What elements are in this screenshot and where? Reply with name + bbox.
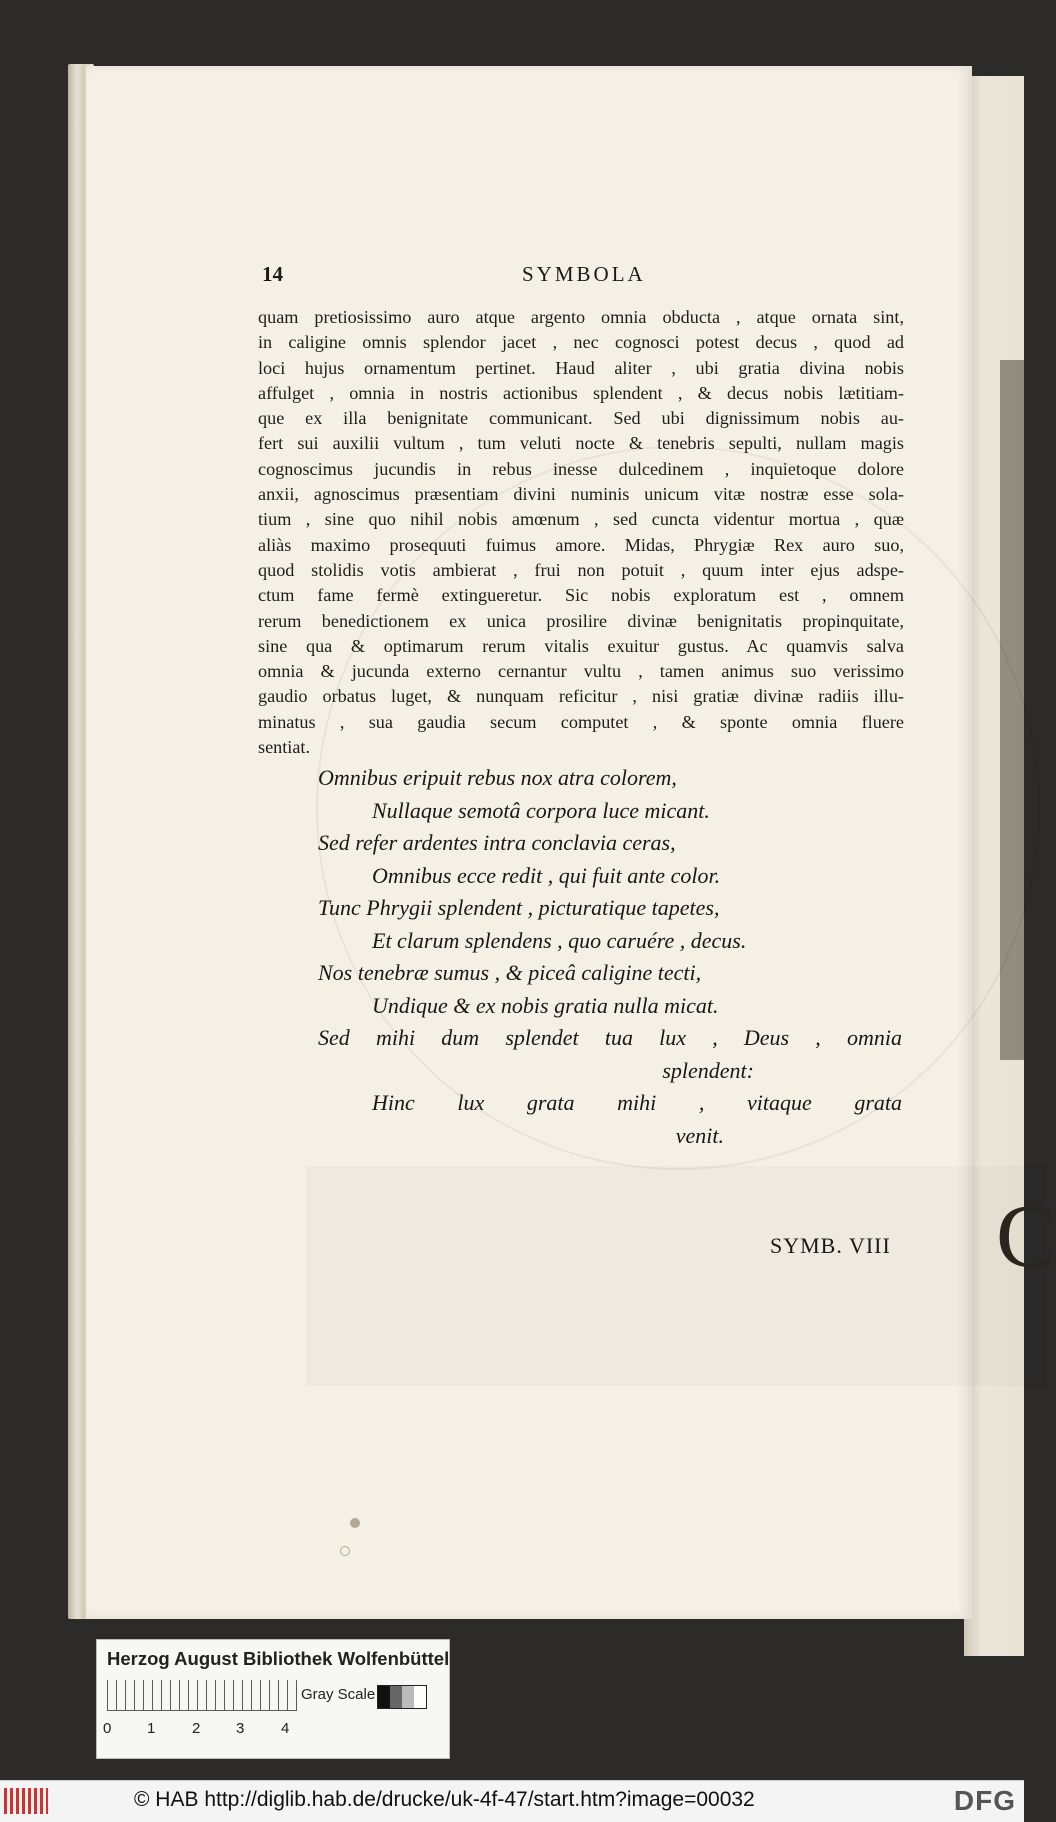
prose-line: sine qua & optimarum rerum vitalis exuitur gustus. Ac quamvis salva — [258, 635, 904, 656]
prose-line: sentiat. — [258, 737, 311, 758]
poem-line: Sed refer ardentes intra conclavia ceras, — [318, 830, 676, 855]
poem-line-continuation: venit. — [675, 1122, 724, 1148]
prose-line: que ex illa benignitate communicant. Sed ubi dignissimum nobis au- — [258, 408, 904, 429]
prose-line: ctum fame fermè extingueretur. Sic nobis exploratum est , omnem — [258, 585, 904, 606]
prose-line: rerum benedictionem ex unica prosilire divinæ benignitatis propinquitate, — [258, 610, 904, 631]
poem-line: Omnibus ecce redit , qui fuit ante color. — [372, 862, 721, 888]
adjacent-leaf-letter: C — [996, 1187, 1056, 1286]
prose-line: gaudio orbatus luget, & nunquam reficitur , nisi gratiæ divinæ radiis illu- — [258, 686, 904, 707]
gray-scale-label: Gray Scale — [301, 1686, 376, 1703]
poem-line: Omnibus eripuit rebus nox atra colorem, — [318, 765, 677, 790]
poem-line: Nullaque semotâ corpora luce micant. — [372, 797, 710, 823]
show-through-text — [306, 1166, 1046, 1386]
ruler-number: 1 — [147, 1720, 156, 1737]
ruler-scale — [107, 1680, 297, 1711]
poem-line: Sed mihi dum splendet tua lux , Deus , omnia — [318, 1025, 902, 1050]
hab-logo-icon — [4, 1788, 48, 1814]
prose-line: aliàs maximo prosequuti fuimus amore. Midas, Phrygiæ Rex auro suo, — [258, 534, 904, 555]
catchword: SYMB. VIII — [770, 1233, 891, 1258]
poem-line-continuation: splendent: — [662, 1057, 754, 1083]
institution-name: Herzog August Bibliothek Wolfenbüttel — [107, 1648, 450, 1669]
prose-line: anxii, agnoscimus præsentiam divini numinis unicum vitæ nostræ esse sola- — [258, 484, 904, 505]
running-head — [0, 262, 1024, 292]
ruler-number: 2 — [192, 1720, 201, 1737]
prose-line: fert sui auxilii vultum , tum veluti nocte & tenebris sepulti, nullam magis — [258, 433, 904, 454]
ruler-number: 3 — [236, 1720, 245, 1737]
prose-line: affulget , omnia in nostris actionibus splendent , & decus nobis lætitiam- — [258, 382, 904, 403]
poem-line: Hinc lux grata mihi , vitaque grata — [372, 1090, 902, 1115]
ruler-number: 4 — [281, 1720, 290, 1737]
paper-stain — [340, 1546, 350, 1556]
source-link[interactable]: © HAB http://diglib.hab.de/drucke/uk-4f-47/start.htm?image=00032 — [134, 1788, 755, 1811]
prose-line: quam pretiosissimo auro atque argento omnia obducta , atque ornata sint, — [258, 307, 904, 327]
poem-line: Tunc Phrygii splendent , picturatique tapetes, — [318, 895, 720, 920]
poem-line: Et clarum splendens , quo caruére , decus. — [372, 927, 747, 953]
color-calibration-card — [96, 1639, 450, 1759]
prose-line: quod stolidis votis ambierat , frui non potuit , quum inter ejus adspe- — [258, 559, 904, 580]
prose-line: loci hujus ornamentum pertinet. Haud aliter , ubi gratia divina nobis — [258, 357, 904, 378]
prose-line: in caligine omnis splendor jacet , nec cognosci potest decus , quod ad — [258, 332, 904, 353]
prose-line: minatus , sua gaudia secum computet , & sponte omnia fluere — [258, 711, 904, 732]
page-number: 14 — [262, 262, 283, 286]
running-title: SYMBOLA — [522, 262, 646, 286]
poem — [318, 762, 902, 1152]
prose-text — [258, 305, 904, 760]
poem-line: Undique & ex nobis gratia nulla micat. — [372, 992, 719, 1018]
ruler-number: 0 — [103, 1720, 112, 1737]
prose-line: cognoscimus jucundis in rebus inesse dulcedinem , inquietoque dolore — [258, 458, 904, 479]
paper-stain — [350, 1518, 360, 1528]
prose-line: omnia & jucunda externo cernantur vultu , tamen animus suo verissimo — [258, 661, 904, 682]
gray-scale-swatch — [377, 1685, 427, 1709]
prose-line: tium , sine quo nihil nobis amœnum , sed cuncta videntur mortua , quæ — [258, 509, 904, 530]
viewer-footer — [0, 1780, 1024, 1822]
poem-line: Nos tenebræ sumus , & piceâ caligine tecti, — [318, 960, 702, 985]
dfg-logo: DFG — [953, 1785, 1016, 1816]
